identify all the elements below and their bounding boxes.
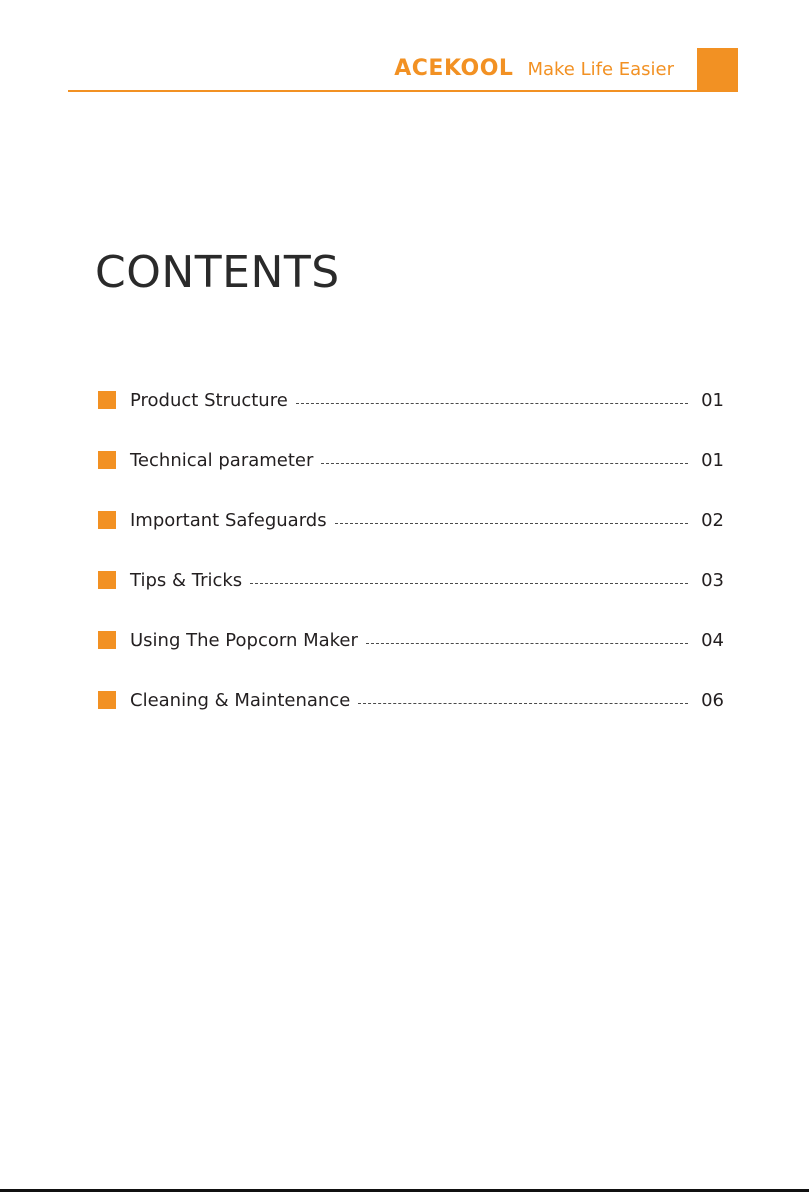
dotted-leader: [321, 463, 688, 464]
toc-item-label: Using The Popcorn Maker: [130, 629, 358, 651]
dotted-leader: [335, 523, 688, 524]
toc-item-cleaning-maintenance[interactable]: [98, 670, 724, 730]
page-title: CONTENTS: [95, 247, 340, 298]
toc-item-label: Important Safeguards: [130, 509, 327, 531]
toc-item-tips-tricks[interactable]: [98, 550, 724, 610]
toc-item-page: 04: [701, 629, 724, 651]
toc-item-label: Cleaning & Maintenance: [130, 689, 351, 711]
dotted-leader: [296, 403, 688, 404]
toc-item-important-safeguards[interactable]: [98, 490, 724, 550]
brand-logo: ACEKOOL: [394, 56, 514, 81]
toc-item-page: 06: [701, 689, 724, 711]
dotted-leader: [250, 583, 688, 584]
table-of-contents: [98, 370, 724, 730]
brand-tagline: Make Life Easier: [527, 59, 674, 80]
brand: [394, 56, 674, 82]
toc-item-page: 03: [701, 569, 724, 591]
toc-item-page: 01: [701, 449, 724, 471]
toc-item-label: Product Structure: [130, 389, 288, 411]
toc-item-page: 02: [701, 509, 724, 531]
toc-item-label: Tips & Tricks: [130, 569, 243, 591]
header-corner-block: [697, 48, 738, 90]
toc-item-using-popcorn-maker[interactable]: [98, 610, 724, 670]
toc-item-technical-parameter[interactable]: [98, 430, 724, 490]
dotted-leader: [366, 643, 688, 644]
square-bullet-icon: [98, 451, 116, 469]
toc-item-product-structure[interactable]: [98, 370, 724, 430]
square-bullet-icon: [98, 631, 116, 649]
square-bullet-icon: [98, 391, 116, 409]
toc-item-page: 01: [701, 389, 724, 411]
square-bullet-icon: [98, 691, 116, 709]
header-rule: [68, 90, 738, 92]
page-header: [68, 48, 738, 92]
toc-item-label: Technical parameter: [130, 449, 314, 471]
square-bullet-icon: [98, 511, 116, 529]
dotted-leader: [358, 703, 688, 704]
square-bullet-icon: [98, 571, 116, 589]
